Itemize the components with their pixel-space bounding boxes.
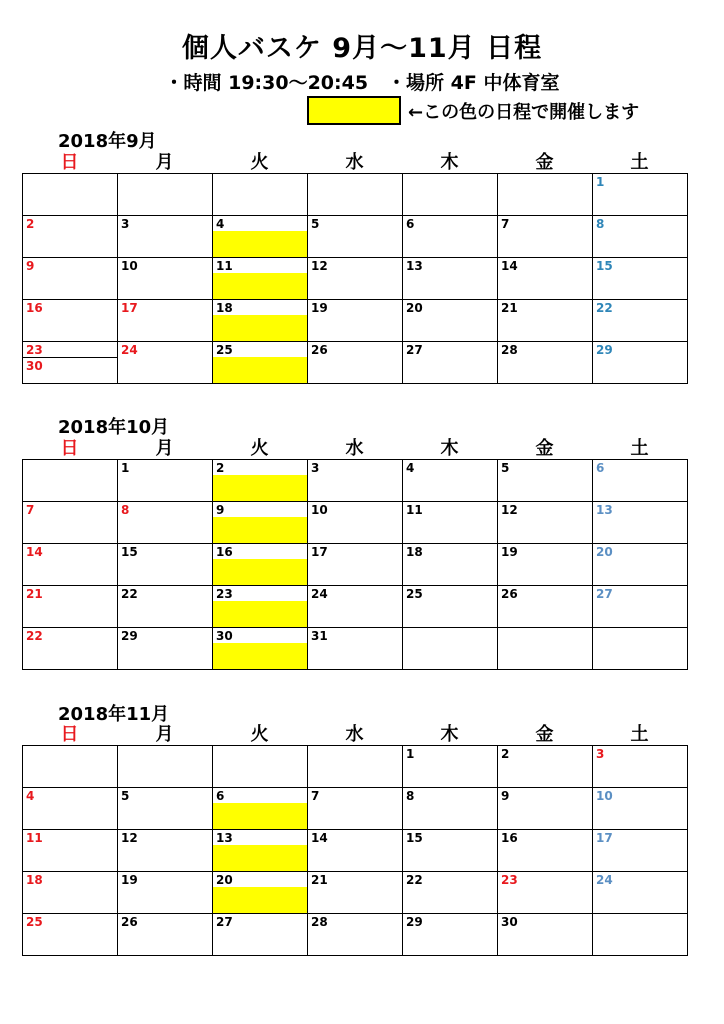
calendar-empty-cell [23,460,118,502]
day-number: 14 [26,545,43,559]
event-highlight [213,559,307,585]
calendar-week-row [23,216,688,258]
calendar-day-cell [403,460,498,502]
day-number: 11 [26,831,43,845]
calendar-day-cell [118,628,213,670]
calendar-day-cell [593,258,688,300]
day-number: 28 [311,915,328,929]
day-number: 18 [406,545,423,559]
calendar-day-cell [308,544,403,586]
weekday-header [22,725,687,745]
calendar-day-cell [403,342,498,384]
weekday-wed: 水 [345,724,364,745]
day-number: 21 [501,301,518,315]
day-number: 13 [216,831,233,845]
day-number: 16 [501,831,518,845]
calendar-empty-cell [403,174,498,216]
event-highlight [213,887,307,913]
calendar-day-cell [593,502,688,544]
month-title-november: 2018年11月 [58,704,170,725]
calendar-day-cell [593,174,688,216]
calendar-day-cell [308,872,403,914]
day-number: 7 [501,217,510,231]
calendar-day-cell [498,544,593,586]
calendar-empty-cell [213,746,308,788]
calendar-empty-cell [23,174,118,216]
calendar-day-cell [403,586,498,628]
calendar-day-cell [118,586,213,628]
month-title-october: 2018年10月 [58,417,170,438]
weekday-header [22,439,687,459]
calendar-day-cell [403,830,498,872]
day-number: 18 [26,873,43,887]
calendar-day-cell [403,914,498,956]
day-number: 4 [26,789,35,803]
day-number: 3 [596,747,605,761]
day-number: 22 [596,301,613,315]
calendar-day-cell [593,300,688,342]
day-number: 25 [26,915,43,929]
day-number: 5 [121,789,130,803]
calendar-week-row [23,746,688,788]
day-number: 17 [596,831,613,845]
calendar-day-cell [498,830,593,872]
day-number: 11 [406,503,423,517]
calendar-day-cell [213,586,308,628]
calendar-day-cell [308,258,403,300]
day-number: 26 [501,587,518,601]
day-number: 23 [26,343,43,357]
day-number: 14 [501,259,518,273]
calendar-day-cell [118,914,213,956]
weekday-tue: 火 [250,724,269,745]
day-number: 6 [596,461,605,475]
day-number: 9 [26,259,35,273]
day-number: 2 [26,217,35,231]
day-number: 24 [596,873,613,887]
day-number: 10 [121,259,138,273]
calendar-day-cell [308,502,403,544]
calendar-day-cell [213,258,308,300]
day-number: 21 [26,587,43,601]
day-number: 27 [596,587,613,601]
weekday-sun: 日 [60,724,79,745]
calendar-day-cell [308,788,403,830]
weekday-thu: 木 [440,724,459,745]
calendar-week-row [23,502,688,544]
day-number: 12 [501,503,518,517]
calendar-day-cell [498,872,593,914]
day-number: 7 [311,789,320,803]
calendar-day-cell [403,544,498,586]
day-number: 1 [596,175,605,189]
day-number: 12 [311,259,328,273]
calendar-empty-cell [118,746,213,788]
day-number: 11 [216,259,233,273]
calendar-empty-cell [498,174,593,216]
calendar-empty-cell [593,914,688,956]
calendar-day-cell [498,342,593,384]
calendar-day-cell [593,746,688,788]
weekday-mon: 月 [155,152,174,173]
calendar-day-cell [308,914,403,956]
calendar-day-cell [23,586,118,628]
calendar-day-cell [403,872,498,914]
event-highlight [213,273,307,299]
day-number: 4 [216,217,225,231]
cell-split-line [23,357,117,358]
calendar-day-cell [23,258,118,300]
weekday-sat: 土 [630,438,649,459]
day-number: 24 [311,587,328,601]
calendar-day-cell [593,872,688,914]
calendar-empty-cell [308,174,403,216]
calendar-day-cell [213,914,308,956]
calendar-day-cell [23,914,118,956]
day-number: 8 [596,217,605,231]
calendar-day-cell [23,830,118,872]
calendar-day-cell [213,788,308,830]
day-number: 30 [501,915,518,929]
event-highlight [213,601,307,627]
calendar-day-cell [118,788,213,830]
day-number: 2 [216,461,225,475]
calendar-day-cell [213,544,308,586]
calendar-day-cell [213,300,308,342]
day-number: 27 [406,343,423,357]
calendar-day-cell [23,628,118,670]
calendar-day-cell [498,460,593,502]
event-highlight [213,803,307,829]
calendar-day-cell [308,830,403,872]
day-number: 19 [121,873,138,887]
day-number: 25 [216,343,233,357]
calendar-november [22,745,688,956]
calendar-week-row [23,830,688,872]
calendar-empty-cell [118,174,213,216]
day-number: 21 [311,873,328,887]
calendar-day-cell [23,216,118,258]
calendar-day-cell [403,300,498,342]
calendar-week-row [23,300,688,342]
calendar-day-cell [213,830,308,872]
calendar-day-cell [23,872,118,914]
weekday-thu: 木 [440,152,459,173]
weekday-sat: 土 [630,152,649,173]
weekday-sat: 土 [630,724,649,745]
event-highlight [213,475,307,501]
calendar-week-row [23,174,688,216]
day-number: 23 [216,587,233,601]
calendar-day-cell [118,342,213,384]
calendar-week-row [23,914,688,956]
calendar-day-cell [308,628,403,670]
calendar-day-cell [593,544,688,586]
day-number: 8 [121,503,130,517]
weekday-sun: 日 [60,438,79,459]
day-number: 5 [311,217,320,231]
calendar-day-cell [593,216,688,258]
day-number: 23 [501,873,518,887]
day-number: 19 [311,301,328,315]
day-number: 26 [121,915,138,929]
month-title-september: 2018年9月 [58,131,157,152]
calendar-october [22,459,688,670]
day-number: 20 [406,301,423,315]
calendar-day-cell [213,460,308,502]
day-number: 20 [596,545,613,559]
page-title: 個人バスケ 9月～11月 日程 [181,33,543,64]
calendar-day-cell [403,788,498,830]
day-number: 30 [26,359,43,373]
weekday-fri: 金 [535,152,554,173]
calendar-day-cell [213,342,308,384]
time-place-info: ・時間 19:30～20:45 ・場所 4F 中体育室 [164,72,560,94]
day-number: 22 [121,587,138,601]
day-number: 10 [596,789,613,803]
calendar-week-row [23,258,688,300]
day-number: 7 [26,503,35,517]
day-number: 5 [501,461,510,475]
calendar-day-cell [593,342,688,384]
day-number: 2 [501,747,510,761]
day-number: 3 [311,461,320,475]
calendar-day-cell [308,460,403,502]
calendar-empty-cell [213,174,308,216]
day-number: 15 [596,259,613,273]
calendar-day-cell [498,586,593,628]
calendar-day-cell [118,300,213,342]
calendar-day-cell [498,216,593,258]
calendar-day-cell [593,586,688,628]
weekday-wed: 水 [345,152,364,173]
calendar-day-cell [118,872,213,914]
day-number: 26 [311,343,328,357]
calendar-day-cell [118,502,213,544]
calendar-september [22,173,688,384]
weekday-thu: 木 [440,438,459,459]
day-number: 29 [121,629,138,643]
event-highlight [213,357,307,383]
day-number: 1 [406,747,415,761]
calendar-day-cell [403,746,498,788]
calendar-day-cell [308,216,403,258]
day-number: 25 [406,587,423,601]
calendar-day-cell [118,216,213,258]
day-number: 17 [311,545,328,559]
calendar-day-cell [213,872,308,914]
calendar-day-cell [308,300,403,342]
day-number: 30 [216,629,233,643]
calendar-day-cell [498,746,593,788]
event-highlight [213,643,307,669]
calendar-day-cell [498,502,593,544]
day-number: 28 [501,343,518,357]
day-number: 3 [121,217,130,231]
day-number: 29 [406,915,423,929]
day-number: 18 [216,301,233,315]
calendar-week-row [23,586,688,628]
legend-color-swatch [307,96,401,125]
calendar-week-row [23,872,688,914]
calendar-empty-cell [23,746,118,788]
day-number: 15 [121,545,138,559]
weekday-mon: 月 [155,438,174,459]
calendar-week-row [23,342,688,384]
calendar-day-cell [498,914,593,956]
day-number: 1 [121,461,130,475]
weekday-mon: 月 [155,724,174,745]
calendar-day-cell [213,216,308,258]
calendar-day-cell [498,258,593,300]
weekday-fri: 金 [535,438,554,459]
calendar-week-row [23,788,688,830]
day-number: 22 [406,873,423,887]
calendar-empty-cell [308,746,403,788]
day-number: 24 [121,343,138,357]
day-number: 4 [406,461,415,475]
day-number: 20 [216,873,233,887]
day-number: 6 [216,789,225,803]
day-number: 29 [596,343,613,357]
weekday-wed: 水 [345,438,364,459]
calendar-day-cell [593,460,688,502]
calendar-week-row [23,628,688,670]
day-number: 6 [406,217,415,231]
day-number: 13 [406,259,423,273]
calendar-empty-cell [593,628,688,670]
calendar-day-cell [213,628,308,670]
weekday-header [22,153,687,173]
day-number: 15 [406,831,423,845]
calendar-day-cell [23,788,118,830]
calendar-day-cell [593,788,688,830]
day-number: 22 [26,629,43,643]
weekday-fri: 金 [535,724,554,745]
calendar-week-row [23,544,688,586]
calendar-day-cell [23,342,118,384]
day-number: 17 [121,301,138,315]
calendar-day-cell [308,586,403,628]
day-number: 16 [216,545,233,559]
event-highlight [213,845,307,871]
day-number: 19 [501,545,518,559]
event-highlight [213,315,307,341]
calendar-day-cell [403,258,498,300]
weekday-tue: 火 [250,438,269,459]
calendar-day-cell [593,830,688,872]
calendar-day-cell [23,544,118,586]
calendar-week-row [23,460,688,502]
event-highlight [213,231,307,257]
calendar-day-cell [23,502,118,544]
day-number: 13 [596,503,613,517]
day-number: 16 [26,301,43,315]
calendar-day-cell [498,788,593,830]
legend-text: ←この色の日程で開催します [408,102,640,123]
calendar-day-cell [498,300,593,342]
calendar-day-cell [118,460,213,502]
day-number: 14 [311,831,328,845]
calendar-empty-cell [498,628,593,670]
calendar-day-cell [118,544,213,586]
event-highlight [213,517,307,543]
calendar-day-cell [403,502,498,544]
calendar-day-cell [23,300,118,342]
calendar-empty-cell [403,628,498,670]
day-number: 9 [216,503,225,517]
day-number: 9 [501,789,510,803]
calendar-day-cell [403,216,498,258]
calendar-day-cell [118,830,213,872]
day-number: 31 [311,629,328,643]
day-number: 27 [216,915,233,929]
weekday-sun: 日 [60,152,79,173]
day-number: 10 [311,503,328,517]
calendar-day-cell [213,502,308,544]
day-number: 8 [406,789,415,803]
calendar-day-cell [308,342,403,384]
calendar-day-cell [118,258,213,300]
day-number: 12 [121,831,138,845]
weekday-tue: 火 [250,152,269,173]
